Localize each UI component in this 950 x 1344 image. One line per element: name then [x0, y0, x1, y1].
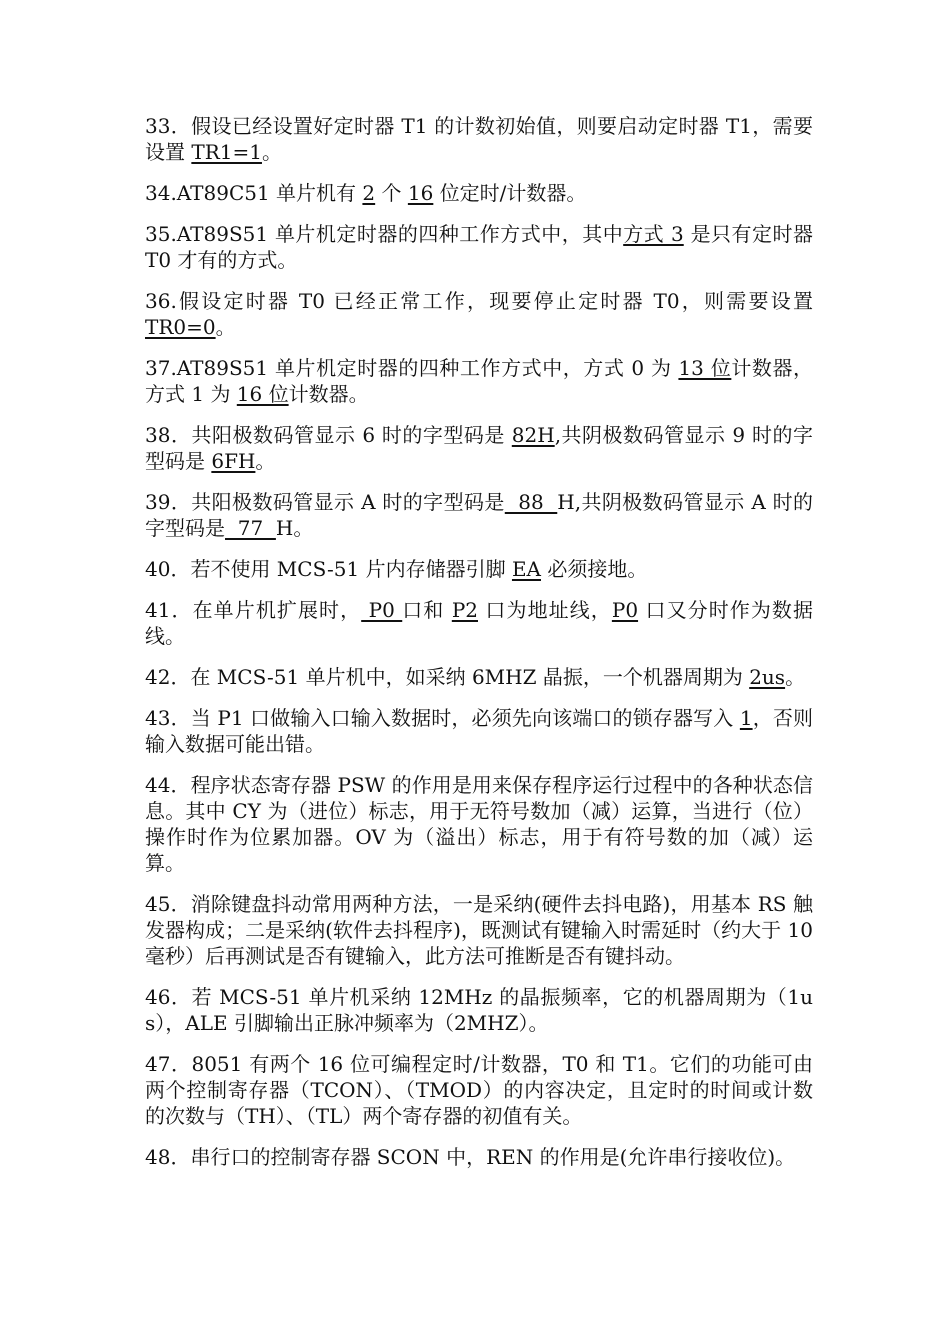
question-text: 口又分时作为数据线。: [145, 598, 814, 648]
question-text: 36.假设定时器 T0 已经正常工作，现要停止定时器 T0，则需要设置: [145, 289, 813, 313]
question-text: 40．若不使用 MCS-51 片内存储器引脚: [145, 557, 512, 581]
answer-blank: P0: [361, 598, 403, 622]
question-text: ,共阴极数码管显示 9 时的字型码是: [145, 423, 814, 473]
answer-blank: 88: [504, 490, 558, 514]
question-text: 45．消除键盘抖动常用两种方法，一是采纳(硬件去抖电路)，用基本 RS 触发器构成；二是采纳(软件去抖程序)，既测试有键输入时需延时（约大于 10 毫秒）后再测试是否有键输入，此方法可推断是否有键抖动。: [145, 892, 813, 968]
question-item: [145, 221, 813, 273]
answer-blank: 16: [407, 181, 434, 205]
question-text: 48．串行口的控制寄存器 SCON 中，REN 的作用是(允许串行接收位)。: [145, 1145, 796, 1169]
question-item: [145, 705, 813, 757]
question-text: 42．在 MCS-51 单片机中，如采纳 6MHZ 晶振，一个机器周期为: [145, 665, 750, 689]
answer-blank: TR1=1: [191, 140, 262, 164]
answer-blank: 方式 3: [623, 222, 684, 246]
answer-blank: TR0=0: [145, 315, 216, 339]
question-text: 计数器，方式 1 为: [145, 356, 814, 406]
question-text: 46．若 MCS-51 单片机采纳 12MHz 的晶振频率，它的机器周期为（1us），ALE 引脚输出正脉冲频率为（2MHZ）。: [145, 985, 813, 1035]
answer-blank: 82H: [511, 423, 555, 447]
question-text: H,共阴极数码管显示 A 时的字型码是: [145, 490, 813, 540]
question-text: ，否则输入数据可能出错。: [145, 706, 814, 756]
question-item: [145, 288, 813, 340]
question-item: [145, 984, 813, 1036]
question-text: 41．在单片机扩展时，: [145, 598, 362, 622]
document-page: [145, 113, 813, 1185]
question-text: 。: [255, 449, 276, 473]
question-item: [145, 422, 813, 474]
answer-blank: 2us: [749, 665, 786, 689]
question-text: 口为地址线，: [478, 598, 612, 622]
question-item: [145, 113, 813, 165]
answer-blank: 13 位: [678, 356, 732, 380]
question-text: 37.AT89S51 单片机定时器的四种工作方式中，方式 0 为: [145, 356, 679, 380]
question-item: [145, 489, 813, 541]
question-text: H。: [275, 516, 314, 540]
question-item: [145, 597, 813, 649]
answer-blank: EA: [511, 557, 541, 581]
answer-blank: 1: [739, 706, 753, 730]
question-text: 。: [785, 665, 806, 689]
question-text: 计数器。: [288, 382, 369, 406]
question-text: 38．共阳极数码管显示 6 时的字型码是: [145, 423, 512, 447]
question-item: [145, 664, 813, 690]
question-text: 。: [215, 315, 236, 339]
question-text: 33．假设已经设置好定时器 T1 的计数初始值，则要启动定时器 T1，需要设置: [145, 114, 813, 164]
answer-blank: 16 位: [236, 382, 289, 406]
question-text: 是只有定时器 T0 才有的方式。: [145, 222, 814, 272]
question-text: 47．8051 有两个 16 位可编程定时/计数器，T0 和 T1。它们的功能可由两个控制寄存器（TCON）、（TMOD）的内容决定，且定时的时间或计数的次数与（TH）、（TL）两个寄存器的初值有关。: [145, 1052, 813, 1128]
question-text: 口和: [402, 598, 452, 622]
question-text: 。: [261, 140, 282, 164]
question-item: [145, 556, 813, 582]
question-text: 位定时/计数器。: [433, 181, 587, 205]
question-text: 39．共阳极数码管显示 A 时的字型码是: [145, 490, 505, 514]
answer-blank: 77: [225, 516, 276, 540]
question-item: [145, 1144, 813, 1170]
question-item: [145, 355, 813, 407]
question-text: 44．程序状态寄存器 PSW 的作用是用来保存程序运行过程中的各种状态信息。其中 CY 为（进位）标志，用于无符号数加（减）运算，当进行（位）操作时作为位累加器。OV 为（溢出）标志，用于有符号数的加（减）运算。: [145, 773, 813, 875]
question-item: [145, 180, 813, 206]
question-text: 34.AT89C51 单片机有: [145, 181, 363, 205]
question-text: 必须接地。: [541, 557, 648, 581]
question-item: [145, 772, 813, 876]
question-text: 个: [375, 181, 408, 205]
answer-blank: 6FH: [211, 449, 256, 473]
answer-blank: P2: [451, 598, 478, 622]
question-item: [145, 1051, 813, 1129]
answer-blank: P0: [611, 598, 639, 622]
answer-blank: 2: [362, 181, 376, 205]
question-item: [145, 891, 813, 969]
question-text: 43．当 P1 口做输入口输入数据时，必须先向该端口的锁存器写入: [145, 706, 740, 730]
question-text: 35.AT89S51 单片机定时器的四种工作方式中，其中: [145, 222, 624, 246]
